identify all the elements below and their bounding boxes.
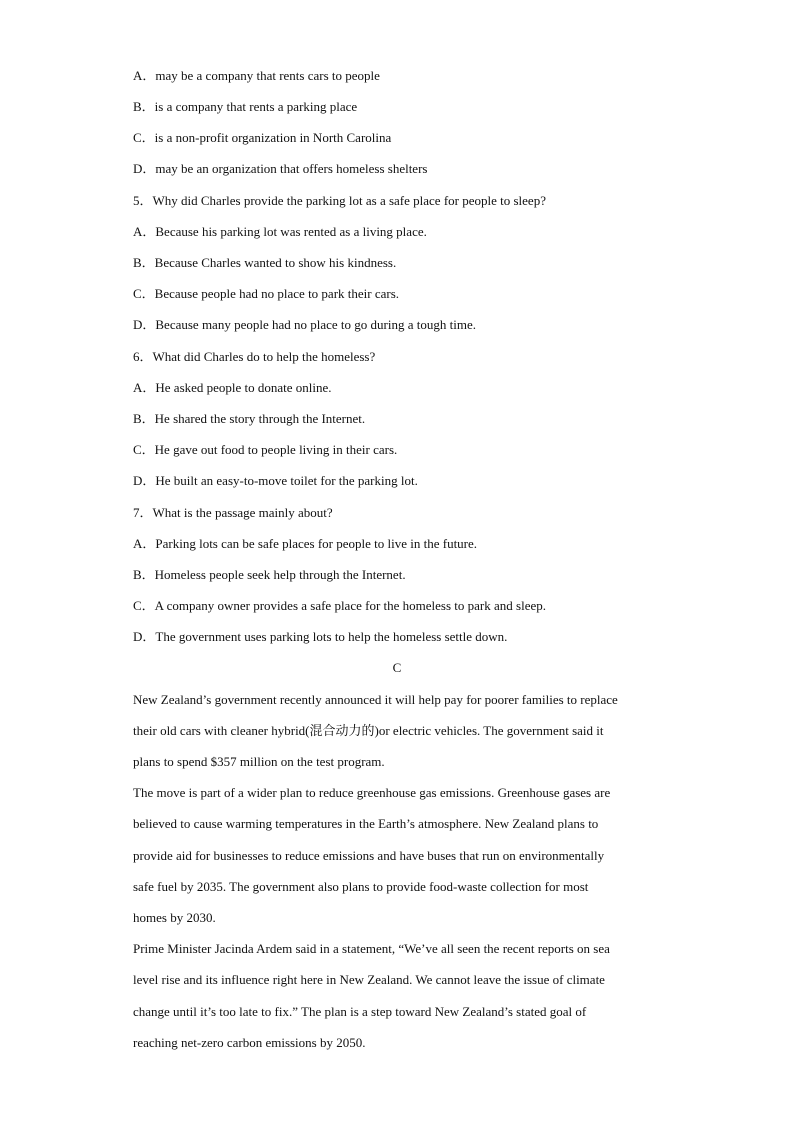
paragraph-3-line: reaching net-zero carbon emissions by 2050. — [133, 1035, 366, 1050]
q5-option-b: B．Because Charles wanted to show his kindness. — [133, 255, 397, 270]
paragraph-2-line: believed to cause warming temperatures in the Earth’s atmosphere. New Zealand plans to — [133, 816, 599, 831]
q7-option-b: B．Homeless people seek help through the Internet. — [133, 567, 406, 582]
paragraph-1-line: New Zealand’s government recently announced it will help pay for poorer families to replace — [133, 692, 618, 707]
q7-question: 7．What is the passage mainly about? — [133, 505, 333, 520]
q6-option-b: B．He shared the story through the Internet. — [133, 411, 366, 426]
q6-option-c: C．He gave out food to people living in their cars. — [133, 442, 398, 457]
q5-option-a: A．Because his parking lot was rented as a living place. — [133, 224, 427, 239]
paragraph-3-line: Prime Minister Jacinda Ardem said in a statement, “We’ve all seen the recent reports on sea — [133, 941, 610, 956]
paragraph-1-line: plans to spend $357 million on the test program. — [133, 754, 385, 769]
paragraph-2-line: The move is part of a wider plan to reduce greenhouse gas emissions. Greenhouse gases are — [133, 785, 611, 800]
q4-option-c: C．is a non-profit organization in North Carolina — [133, 130, 392, 145]
paragraph-1-line: their old cars with cleaner hybrid(混合动力的)or electric vehicles. The government said it — [133, 723, 604, 738]
q7-option-a: A．Parking lots can be safe places for people to live in the future. — [133, 536, 478, 551]
q4-option-d: D．may be an organization that offers homeless shelters — [133, 161, 428, 176]
section-heading: C — [392, 660, 402, 675]
q5-question: 5．Why did Charles provide the parking lot as a safe place for people to sleep? — [133, 193, 546, 208]
q6-option-a: A．He asked people to donate online. — [133, 380, 332, 395]
paragraph-3-line: level rise and its influence right here in New Zealand. We cannot leave the issue of climate — [133, 972, 605, 987]
paragraph-2-line: provide aid for businesses to reduce emissions and have buses that run on environmentally — [133, 848, 605, 863]
q4-option-a: A．may be a company that rents cars to people — [133, 68, 380, 83]
q4-option-b: B．is a company that rents a parking place — [133, 99, 358, 114]
q6-option-d: D．He built an easy-to-move toilet for the parking lot. — [133, 473, 418, 488]
paragraph-2-line: safe fuel by 2035. The government also plans to provide food-waste collection for most — [133, 879, 589, 894]
q6-question: 6．What did Charles do to help the homeless? — [133, 349, 376, 364]
paragraph-2-line: homes by 2030. — [133, 910, 216, 925]
q5-option-c: C．Because people had no place to park their cars. — [133, 286, 400, 301]
paragraph-3-line: change until it’s too late to fix.” The plan is a step toward New Zealand’s stated goal of — [133, 1004, 587, 1019]
q7-option-c: C．A company owner provides a safe place for the homeless to park and sleep. — [133, 598, 546, 613]
q5-option-d: D．Because many people had no place to go during a tough time. — [133, 317, 476, 332]
q7-option-d: D．The government uses parking lots to help the homeless settle down. — [133, 629, 508, 644]
